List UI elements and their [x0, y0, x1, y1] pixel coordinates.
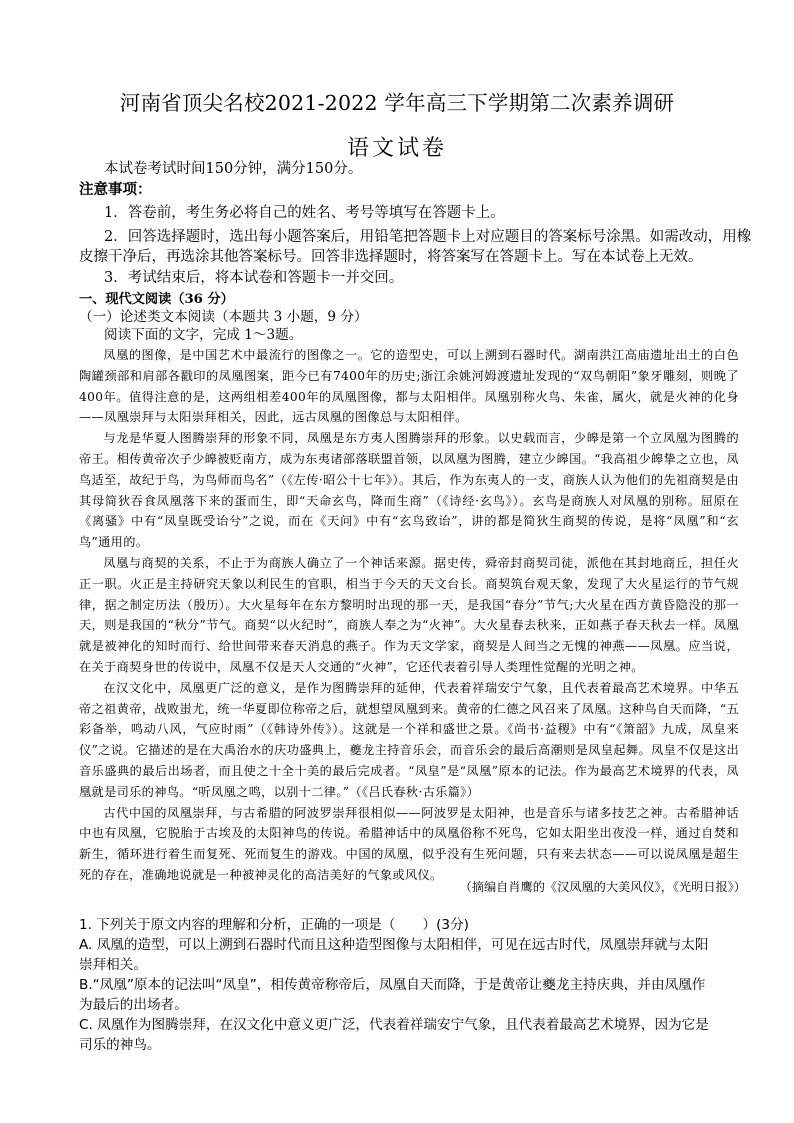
option-b: B.“凤凰”原本的记法叫“凤皇”，相传黄帝称帝后，凤凰自天而降，于是黄帝让夔龙主持庆典，并由凤凰作 [79, 977, 706, 993]
option-b-continued: 为最后的出场者。 [79, 997, 188, 1013]
option-c-continued: 司乐的神鸟。 [79, 1037, 161, 1053]
notice-item: 1．答卷前，考生务必将自己的姓名、考号等填写在答题卡上。 [104, 205, 505, 221]
section-heading: 一、现代文阅读（36 分） [79, 292, 234, 307]
option-c: C. 凤凰作为图腾崇拜，在汉文化中意义更广泛，代表着祥瑞安宁气象，且代表着最高艺术境界，因为它是 [79, 1017, 709, 1033]
passage-paragraph: 凤凰与商契的关系，不止于为商族人确立了一个神话来源。据史传，舜帝封商契司徒，派他在其封地商丘，担任火正一职。火正是主持研究天象以利民生的官职，相当于今天的天文台长。商契筑台观天象，发现了大火星运行的节气规律，据之制定历法（殷历）。大火星每年在东方黎明时出现的那一天，是我国“春分”节气;大火星在西方黄昏隐没的那一天，则是我国的“秋分”节气。商契“以火纪时”，商族人奉之为“火神”。大火星春去秋来，正如燕子春天秋去一样。凤凰就是被神化的知时而行、给世间带来春天消息的燕子。作为天文学家，商契是人间当之无愧的神燕——凤凰。应当说，在关于商契身世的传说中，凤凰不仅是天人交通的“火神”，它还代表着引导人类理性觉醒的光明之神。 [79, 555, 739, 674]
passage-paragraph: 凤凰的图像，是中国艺术中最流行的图像之一。它的造型史，可以上溯到石器时代。湖南洪江高庙遗址出土的白色陶罐颈部和肩部各戳印的凤凰图案，距今已有7400年的历史;浙江余姚河姆渡遗址发现的“双鸟朝阳”象牙雕刻，则晚了400年。值得注意的是，这两组相差400年的凤凰图像，都与太阳相伴。凤凰别称火鸟、朱雀，属火，就是火神的化身——凤凰崇拜与太阳崇拜相关，因此，远古凤凰的图像总与太阳相伴。 [79, 348, 739, 425]
option-a: A. 凤凰的造型，可以上溯到石器时代而且这种造型图像与太阳相伴，可见在远古时代，凤凰崇拜就与太阳 [79, 937, 709, 953]
exam-title: 河南省顶尖名校2021-2022 学年高三下学期第二次素养调研 [119, 91, 675, 115]
reading-instruction: 阅读下面的文字，完成 1～3题。 [104, 327, 303, 343]
notice-heading: 注意事项： [79, 181, 152, 198]
passage-paragraph: 古代中国的凤凰崇拜，与古希腊的阿波罗崇拜很相似——阿波罗是太阳神，也是音乐与诸多技艺之神。古希腊神话中也有凤凰，它脱胎于古埃及的太阳神鸟的传说。希腊神话中的凤凰俗称不死鸟，它如太阳坐出夜没一样，通过自焚和新生，循环进行着生而复死、死而复生的游戏。中国的凤凰，似乎没有生死问题，只有来去状态——可以说凤凰是超生死的存在，准确地说就是一种被神灵化的高洁美好的气象或风仪。 [79, 805, 739, 882]
notice-item-continued: 皮擦干净后，再选涂其他答案标号。回答非选择题时，将答案写在答题卡上。写在本试卷上无效。 [79, 249, 703, 265]
exam-info: 本试卷考试时间150分钟，满分150分。 [104, 161, 363, 177]
question-1 [79, 915, 729, 1055]
notice-item: 2．回答选择题时，选出每小题答案后，用铅笔把答题卡上对应题目的答案标号涂黑。如需改动，用橡 [104, 229, 752, 245]
option-a-continued: 崇拜相关。 [79, 957, 147, 973]
section-subheading: （一）论述类文本阅读（本题共 3 小题，9 分） [79, 309, 368, 325]
subject-title: 语文试卷 [346, 136, 447, 161]
question-stem: 1. 下列关于原文内容的理解和分析，正确的一项是（ ）(3分) [79, 917, 469, 933]
passage-paragraph: 在汉文化中，凤凰更广泛的意义，是作为图腾崇拜的延伸，代表着祥瑞安宁气象，且代表着最高艺术境界。中华五帝之祖黄帝，战败蚩尤，统一华夏即位称帝之后，就想望凤凰到来。黄帝的仁德之风召来了凤凰。这种鸟自天而降，“五彩备举，鸣动八风，气应时雨”（《韩诗外传》）。这就是一个祥和盛世之景。《尚书·益稷》中有“《箫韶》九成，凤皇来仪”之说。它描述的是在大禹治水的庆功盛典上，夔龙主持音乐会，而音乐会的最后高潮则是凤皇起舞。凤皇不仅是这出音乐盛典的最后出场者，而且使之十全十美的最后完成者。“凤皇”是“凤凰”原本的记法。作为最高艺术境界的代表，凤凰就是司乐的神鸟。“听凤凰之鸣，以别十二律。”（《吕氏春秋·古乐篇》） [79, 680, 739, 799]
notice-item: 3．考试结束后，将本试卷和答题卡一并交回。 [104, 270, 404, 286]
reading-passage [79, 345, 739, 886]
passage-paragraph: 与龙是华夏人图腾崇拜的形象不同，凤凰是东方夷人图腾崇拜的形象。以史载而言，少皞是第一个立凤凰为图腾的帝王。相传黄帝次子少皞被贬南方，成为东夷诸部落联盟首领，以凤凰为图腾，建立少皞国。“我高祖少皞挚之立也，凤鸟适至，故纪于鸟，为鸟师而鸟名”（《左传·昭公十七年》）。其后，作为东夷人的一支，商族人认为他们的先祖商契是由其母简狄吞食凤凰落下来的蛋而生，即“天命玄鸟，降而生商”（《诗经·玄鸟》）。玄鸟是商族人对凤凰的别称。屈原在《离骚》中有“凤皇既受诒兮”之说，而在《天问》中有“玄鸟致诒”，讲的都是简狄生商契的传说，是将“凤凰”和“玄鸟”通用的。 [79, 431, 739, 550]
passage-source: （摘编自肖鹰的《汉凤凰的大美风仪》，《光明日报》） [459, 880, 746, 894]
